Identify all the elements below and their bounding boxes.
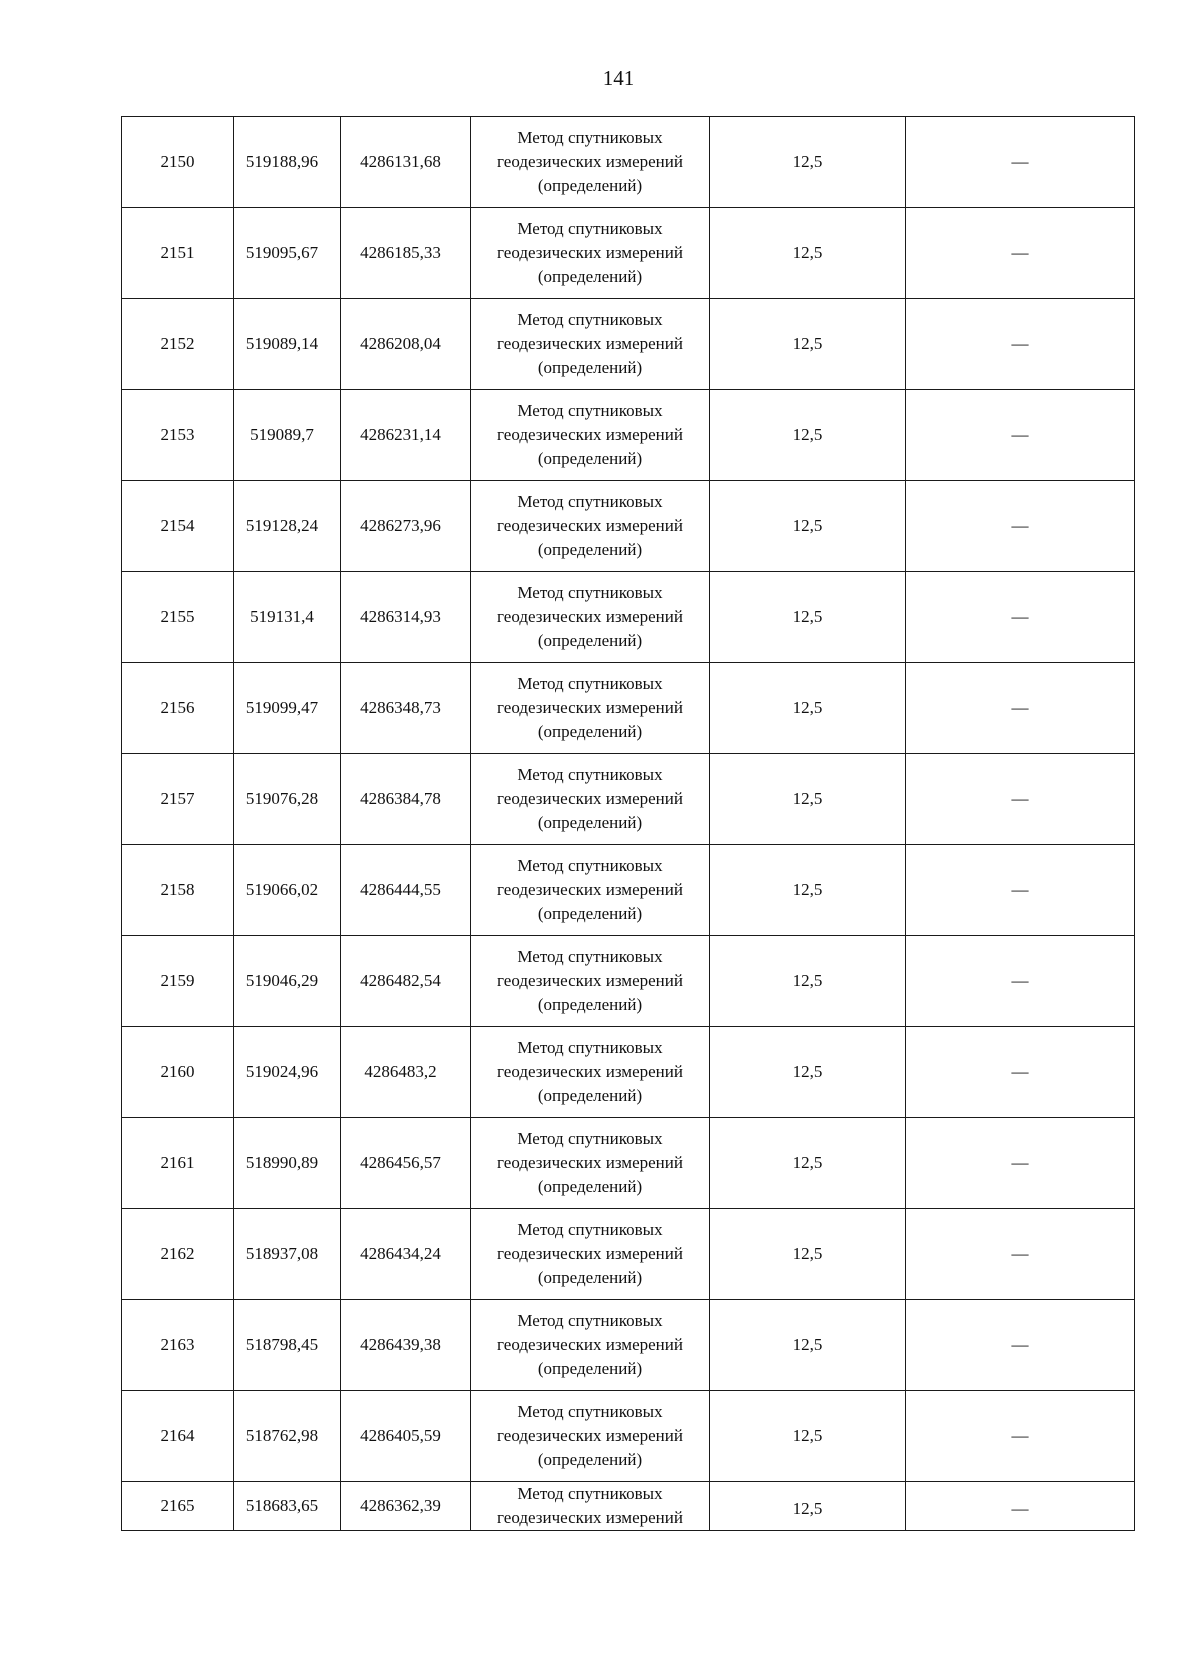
method-cell	[471, 481, 710, 572]
x-coordinate-cell	[234, 1118, 341, 1209]
x-coordinate: 519128,24	[245, 516, 319, 535]
method-cell	[471, 572, 710, 663]
method-line: (определений)	[537, 813, 643, 832]
y-coordinate-cell	[341, 754, 471, 845]
method-text	[471, 763, 709, 835]
method-cell	[471, 1027, 710, 1118]
x-coordinate: 519089,14	[245, 334, 319, 353]
accuracy-cell: 12,5	[710, 1300, 906, 1391]
y-coordinate: 4286439,38	[360, 1335, 441, 1354]
table-row	[122, 481, 1135, 572]
table-row	[122, 1027, 1135, 1118]
method-line: геодезических измерений	[497, 334, 683, 353]
method-line: Метод спутниковых	[517, 765, 663, 784]
method-text	[471, 1127, 709, 1199]
method-line: Метод спутниковых	[517, 1311, 663, 1330]
accuracy-cell: 12,5	[710, 1118, 906, 1209]
y-coordinate-cell	[341, 208, 471, 299]
extra-cell: —	[906, 1391, 1135, 1482]
x-coordinate: 519131,4	[250, 607, 314, 626]
method-cell	[471, 1391, 710, 1482]
accuracy-cell: 12,5	[710, 1027, 906, 1118]
x-coordinate-cell	[234, 299, 341, 390]
y-coordinate-cell	[341, 390, 471, 481]
point-number-cell: 2165	[122, 1482, 234, 1531]
method-line: Метод спутниковых	[517, 492, 663, 511]
table-row	[122, 1391, 1135, 1482]
method-line: геодезических измерений	[497, 1335, 683, 1354]
method-cell	[471, 117, 710, 208]
table-row	[122, 117, 1135, 208]
method-line: геодезических измерений	[497, 880, 683, 899]
x-coordinate-cell	[234, 1027, 341, 1118]
y-coordinate: 4286231,14	[360, 425, 441, 444]
x-coordinate-cell	[234, 1391, 341, 1482]
method-text	[471, 490, 709, 562]
method-cell	[471, 1209, 710, 1300]
x-coordinate-cell	[234, 572, 341, 663]
method-line: геодезических измерений	[497, 607, 683, 626]
point-number-cell: 2150	[122, 117, 234, 208]
y-coordinate: 4286362,39	[360, 1496, 441, 1515]
point-number-cell: 2159	[122, 936, 234, 1027]
method-line: (определений)	[537, 358, 643, 377]
extra-cell: —	[906, 117, 1135, 208]
y-coordinate-cell	[341, 117, 471, 208]
extra-cell: —	[906, 1027, 1135, 1118]
method-line: (определений)	[537, 1359, 643, 1378]
y-coordinate: 4286444,55	[360, 880, 441, 899]
y-coordinate-cell	[341, 481, 471, 572]
accuracy-cell: 12,5	[710, 481, 906, 572]
x-coordinate: 518990,89	[245, 1153, 319, 1172]
extra-cell: —	[906, 208, 1135, 299]
method-line: геодезических измерений	[497, 971, 683, 990]
x-coordinate-cell	[234, 1482, 341, 1531]
method-line: геодезических измерений	[497, 152, 683, 171]
method-text	[471, 945, 709, 1017]
extra-cell: —	[906, 936, 1135, 1027]
method-line: Метод спутниковых	[517, 583, 663, 602]
method-text	[471, 399, 709, 471]
coordinates-table	[121, 116, 1135, 1531]
x-coordinate-cell	[234, 390, 341, 481]
method-text	[471, 308, 709, 380]
y-coordinate: 4286384,78	[360, 789, 441, 808]
method-text	[471, 854, 709, 926]
method-line: геодезических измерений	[497, 516, 683, 535]
method-line: (определений)	[537, 1086, 643, 1105]
method-line: (определений)	[537, 1450, 643, 1469]
y-coordinate-cell	[341, 845, 471, 936]
method-text	[471, 126, 709, 198]
y-coordinate-cell	[341, 1391, 471, 1482]
accuracy-cell: 12,5	[710, 390, 906, 481]
x-coordinate-cell	[234, 1209, 341, 1300]
method-line: Метод спутниковых	[517, 1484, 663, 1503]
extra-cell: —	[906, 1300, 1135, 1391]
point-number-cell: 2156	[122, 663, 234, 754]
method-line: геодезических измерений	[497, 789, 683, 808]
extra-cell: —	[906, 481, 1135, 572]
y-coordinate-cell	[341, 936, 471, 1027]
y-coordinate-cell	[341, 299, 471, 390]
y-coordinate: 4286273,96	[360, 516, 441, 535]
table-row	[122, 1118, 1135, 1209]
method-cell	[471, 754, 710, 845]
y-coordinate-cell	[341, 572, 471, 663]
point-number-cell: 2151	[122, 208, 234, 299]
method-cell	[471, 936, 710, 1027]
extra-cell: —	[906, 1118, 1135, 1209]
point-number-cell: 2152	[122, 299, 234, 390]
x-coordinate: 519099,47	[245, 698, 319, 717]
method-line: (определений)	[537, 904, 643, 923]
method-line: геодезических измерений	[497, 1508, 683, 1527]
y-coordinate-cell	[341, 1300, 471, 1391]
table-row	[122, 936, 1135, 1027]
method-text	[471, 581, 709, 653]
method-text	[471, 1218, 709, 1290]
extra-cell: —	[906, 299, 1135, 390]
accuracy-cell: 12,5	[710, 299, 906, 390]
method-cell	[471, 663, 710, 754]
x-coordinate: 519024,96	[245, 1062, 319, 1081]
y-coordinate-cell	[341, 1118, 471, 1209]
x-coordinate: 519188,96	[245, 152, 319, 171]
y-coordinate-cell	[341, 1027, 471, 1118]
point-number-cell: 2163	[122, 1300, 234, 1391]
method-line: геодезических измерений	[497, 243, 683, 262]
accuracy-cell: 12,5	[710, 117, 906, 208]
point-number-cell: 2158	[122, 845, 234, 936]
method-text	[471, 217, 709, 289]
extra-cell: —	[906, 845, 1135, 936]
point-number-cell: 2155	[122, 572, 234, 663]
table-row	[122, 754, 1135, 845]
method-line: геодезических измерений	[497, 425, 683, 444]
table-row	[122, 390, 1135, 481]
y-coordinate: 4286185,33	[360, 243, 441, 262]
method-line: Метод спутниковых	[517, 1038, 663, 1057]
accuracy-cell: 12,5	[710, 1482, 906, 1531]
x-coordinate: 518798,45	[245, 1335, 319, 1354]
x-coordinate-cell	[234, 481, 341, 572]
table-row	[122, 845, 1135, 936]
table-row	[122, 572, 1135, 663]
method-line: геодезических измерений	[497, 698, 683, 717]
y-coordinate: 4286131,68	[360, 152, 441, 171]
method-line: (определений)	[537, 176, 643, 195]
x-coordinate-cell	[234, 845, 341, 936]
x-coordinate: 518937,08	[245, 1244, 319, 1263]
method-text	[471, 1400, 709, 1472]
method-line: (определений)	[537, 995, 643, 1014]
method-text	[471, 1482, 709, 1530]
y-coordinate: 4286483,2	[364, 1062, 437, 1081]
method-line: Метод спутниковых	[517, 128, 663, 147]
y-coordinate: 4286434,24	[360, 1244, 441, 1263]
method-cell	[471, 1300, 710, 1391]
point-number-cell: 2161	[122, 1118, 234, 1209]
method-line: (определений)	[537, 267, 643, 286]
extra-cell: —	[906, 572, 1135, 663]
x-coordinate-cell	[234, 663, 341, 754]
table-row	[122, 299, 1135, 390]
y-coordinate: 4286482,54	[360, 971, 441, 990]
method-line: Метод спутниковых	[517, 219, 663, 238]
x-coordinate: 519046,29	[245, 971, 319, 990]
accuracy-cell: 12,5	[710, 845, 906, 936]
method-line: (определений)	[537, 540, 643, 559]
method-line: Метод спутниковых	[517, 947, 663, 966]
extra-cell: —	[906, 390, 1135, 481]
method-line: Метод спутниковых	[517, 856, 663, 875]
point-number-cell: 2164	[122, 1391, 234, 1482]
extra-cell: —	[906, 663, 1135, 754]
method-cell	[471, 208, 710, 299]
method-line: (определений)	[537, 631, 643, 650]
point-number-cell: 2157	[122, 754, 234, 845]
x-coordinate: 519089,7	[250, 425, 314, 444]
method-line: (определений)	[537, 1177, 643, 1196]
point-number-cell: 2160	[122, 1027, 234, 1118]
method-text	[471, 1036, 709, 1108]
method-line: Метод спутниковых	[517, 401, 663, 420]
table-row	[122, 1300, 1135, 1391]
method-text	[471, 1309, 709, 1381]
x-coordinate-cell	[234, 936, 341, 1027]
x-coordinate-cell	[234, 117, 341, 208]
y-coordinate-cell	[341, 1482, 471, 1531]
extra-cell: —	[906, 1209, 1135, 1300]
method-line: Метод спутниковых	[517, 674, 663, 693]
method-cell	[471, 1482, 710, 1531]
x-coordinate-cell	[234, 1300, 341, 1391]
accuracy-cell: 12,5	[710, 572, 906, 663]
accuracy-cell: 12,5	[710, 1391, 906, 1482]
method-cell	[471, 390, 710, 481]
method-line: (определений)	[537, 1268, 643, 1287]
y-coordinate: 4286348,73	[360, 698, 441, 717]
y-coordinate-cell	[341, 663, 471, 754]
accuracy-cell: 12,5	[710, 1209, 906, 1300]
x-coordinate: 519076,28	[245, 789, 319, 808]
page-number: 141	[602, 66, 635, 90]
y-coordinate: 4286405,59	[360, 1426, 441, 1445]
method-line: геодезических измерений	[497, 1062, 683, 1081]
point-number-cell: 2153	[122, 390, 234, 481]
method-line: геодезических измерений	[497, 1244, 683, 1263]
method-cell	[471, 299, 710, 390]
method-line: Метод спутниковых	[517, 310, 663, 329]
x-coordinate: 519095,67	[245, 243, 319, 262]
accuracy-cell: 12,5	[710, 663, 906, 754]
table-row	[122, 1482, 1135, 1531]
y-coordinate: 4286456,57	[360, 1153, 441, 1172]
x-coordinate-cell	[234, 208, 341, 299]
method-cell	[471, 1118, 710, 1209]
point-number-cell: 2154	[122, 481, 234, 572]
method-line: геодезических измерений	[497, 1153, 683, 1172]
extra-cell: —	[906, 1482, 1135, 1531]
extra-cell: —	[906, 754, 1135, 845]
method-line: (определений)	[537, 449, 643, 468]
method-line: Метод спутниковых	[517, 1129, 663, 1148]
table-row	[122, 208, 1135, 299]
method-line: Метод спутниковых	[517, 1402, 663, 1421]
method-line: (определений)	[537, 722, 643, 741]
x-coordinate: 518683,65	[245, 1496, 319, 1515]
y-coordinate: 4286208,04	[360, 334, 441, 353]
table-row	[122, 1209, 1135, 1300]
accuracy-cell: 12,5	[710, 208, 906, 299]
x-coordinate-cell	[234, 754, 341, 845]
table-row	[122, 663, 1135, 754]
method-text	[471, 672, 709, 744]
method-line: Метод спутниковых	[517, 1220, 663, 1239]
accuracy-cell: 12,5	[710, 754, 906, 845]
x-coordinate: 519066,02	[245, 880, 319, 899]
y-coordinate-cell	[341, 1209, 471, 1300]
x-coordinate: 518762,98	[245, 1426, 319, 1445]
point-number-cell: 2162	[122, 1209, 234, 1300]
y-coordinate: 4286314,93	[360, 607, 441, 626]
method-cell	[471, 845, 710, 936]
method-line: геодезических измерений	[497, 1426, 683, 1445]
accuracy-cell: 12,5	[710, 936, 906, 1027]
